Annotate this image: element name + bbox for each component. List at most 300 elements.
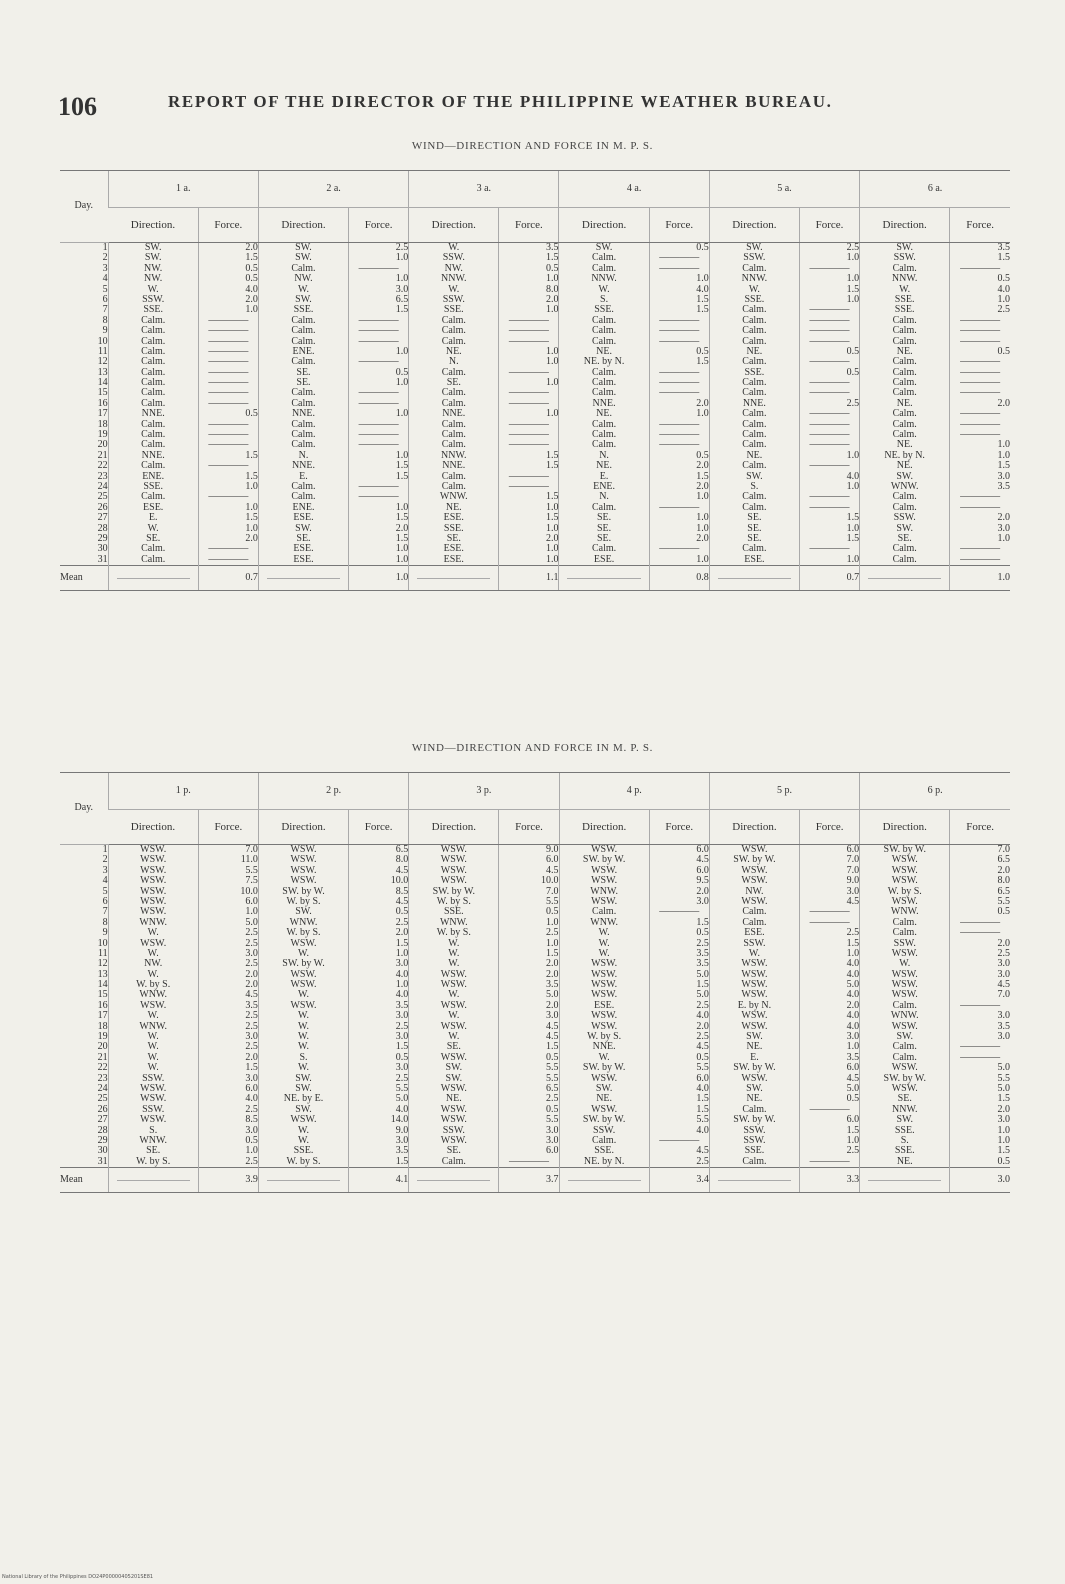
force-blank-dash: ———— (659, 429, 700, 441)
force-cell: 0.5 (546, 1103, 559, 1115)
force-cell: 1.5 (395, 1155, 409, 1167)
direction-cell: SSW. (893, 252, 916, 264)
force-column (649, 243, 709, 347)
force-column (800, 845, 860, 949)
direction-cell: Calm. (291, 439, 316, 451)
direction-cell: SW. by W. (733, 1114, 776, 1126)
direction-cell: Calm. (291, 480, 316, 492)
force-cell: 1.5 (545, 491, 559, 503)
direction-cell: WSW. (440, 1082, 467, 1094)
force-blank-dash: ———— (358, 491, 399, 503)
force-cell: 4.5 (245, 989, 258, 1001)
direction-header: Direction. (860, 810, 950, 845)
direction-cell: NE. (896, 345, 913, 357)
direction-cell: Calm. (591, 366, 617, 378)
force-cell: 1.0 (245, 480, 258, 492)
day-number: 23 (97, 470, 108, 482)
force-cell: 1.5 (546, 1041, 559, 1053)
direction-cell: Calm. (892, 325, 917, 337)
direction-column (108, 451, 198, 566)
direction-cell: Calm. (892, 916, 917, 928)
day-number: 9 (102, 927, 108, 939)
force-cell: 3.0 (395, 283, 409, 295)
direction-cell: W. (598, 947, 610, 959)
force-header: Force. (349, 208, 409, 243)
direction-cell: NNE. (141, 408, 165, 420)
force-blank-dash: ———— (508, 366, 549, 378)
direction-cell: SW. (896, 470, 913, 482)
force-blank-dash: ———— (809, 460, 850, 472)
force-cell: 4.0 (846, 1020, 860, 1032)
hour-header: 4 a. (559, 171, 709, 208)
direction-cell: W. (899, 283, 911, 295)
direction-cell: W. (598, 937, 610, 949)
direction-cell: Calm. (141, 553, 166, 565)
direction-cell: WSW. (891, 895, 918, 907)
direction-cell: WSW. (140, 1114, 167, 1126)
direction-cell: Calm. (291, 418, 316, 430)
force-cell: 2.0 (997, 864, 1010, 876)
direction-cell: NE. by N. (583, 356, 625, 368)
day-number: 21 (97, 1051, 108, 1063)
hour-header: 4 p. (559, 773, 709, 810)
direction-cell: SW. by W. (582, 1114, 626, 1126)
force-cell: 1.0 (545, 345, 559, 357)
direction-cell: WSW. (140, 844, 167, 855)
direction-cell: E. (599, 470, 609, 482)
force-cell: 2.5 (846, 397, 860, 409)
force-cell: 2.5 (696, 937, 709, 949)
direction-cell: SW. by W. (733, 1062, 776, 1074)
direction-cell: NE. (596, 408, 612, 420)
force-blank-dash: ———— (208, 460, 249, 472)
force-cell: 6.5 (395, 844, 409, 855)
force-cell: 2.0 (245, 1051, 258, 1063)
force-blank-dash: ———— (960, 418, 1001, 430)
direction-cell: Calm. (742, 262, 767, 274)
force-cell: 3.0 (997, 968, 1010, 980)
force-blank-dash: ———— (809, 418, 850, 430)
direction-cell: Calm. (291, 314, 316, 326)
force-cell: 4.5 (846, 1072, 860, 1084)
direction-column (860, 845, 950, 949)
force-cell: 6.0 (846, 1062, 860, 1074)
force-cell: 6.0 (245, 895, 258, 907)
force-blank-dash: ———— (358, 480, 399, 492)
force-blank-dash: ———— (208, 356, 249, 368)
direction-cell: W. (297, 1124, 310, 1136)
direction-cell: WSW. (440, 1051, 467, 1063)
direction-column (860, 1053, 950, 1168)
force-cell: 1.0 (846, 553, 860, 565)
direction-cell: SSE. (744, 293, 765, 305)
force-cell: 5.0 (997, 1082, 1010, 1094)
day-column (60, 243, 108, 347)
force-blank-dash: ———— (659, 262, 700, 274)
day-number: 22 (97, 460, 108, 472)
direction-cell: Calm. (892, 262, 917, 274)
direction-cell: W. (297, 989, 310, 1001)
direction-cell: NE. (746, 1093, 763, 1105)
force-cell: 0.5 (846, 1093, 860, 1105)
force-blank-dash: ———— (358, 439, 399, 451)
direction-cell: ESE. (293, 553, 314, 565)
direction-cell: SW. (746, 242, 763, 253)
direction-cell: Calm. (441, 335, 466, 347)
direction-cell: Calm. (291, 429, 316, 441)
direction-cell: NE. (896, 460, 913, 472)
direction-cell: Calm. (892, 1051, 917, 1063)
force-cell: 1.0 (846, 293, 860, 305)
direction-cell: Calm. (892, 543, 917, 555)
force-cell: 4.0 (846, 968, 860, 980)
direction-cell: Calm. (291, 356, 316, 368)
direction-cell: Calm. (141, 314, 166, 326)
force-column (198, 451, 258, 566)
force-blank-dash: ———— (659, 1134, 700, 1146)
force-cell: 1.5 (696, 1103, 709, 1115)
mean-force: 3.7 (499, 1168, 559, 1193)
direction-cell: ESE. (443, 553, 464, 565)
force-cell: 4.0 (997, 283, 1010, 295)
force-cell: 8.5 (245, 1114, 258, 1126)
force-blank-dash: ———— (960, 408, 1001, 420)
force-cell: 1.0 (395, 501, 409, 513)
direction-cell: NE. (445, 345, 462, 357)
force-cell: 0.5 (997, 1155, 1010, 1167)
direction-cell: SSW. (442, 293, 465, 305)
direction-header: Direction. (860, 208, 950, 243)
force-blank-dash: ———— (960, 1051, 1001, 1063)
force-cell: 3.5 (696, 958, 709, 970)
direction-cell: WSW. (591, 979, 618, 991)
day-number: 29 (97, 532, 108, 544)
direction-cell: WNW. (890, 906, 919, 918)
force-cell: 2.5 (997, 947, 1010, 959)
direction-cell: Calm. (441, 366, 466, 378)
direction-cell: NNE. (442, 460, 466, 472)
direction-cell: WSW. (140, 906, 167, 918)
direction-column (709, 451, 799, 566)
direction-cell: WSW. (891, 1082, 918, 1094)
direction-cell: WNW. (139, 916, 168, 928)
force-cell: 0.5 (245, 262, 258, 274)
force-cell: 1.5 (245, 470, 258, 482)
day-number: 7 (102, 304, 108, 316)
mean-force: 0.7 (799, 566, 859, 591)
force-blank-dash: ———— (208, 543, 249, 555)
force-cell: 7.0 (546, 885, 559, 897)
direction-cell: Calm. (441, 397, 466, 409)
force-cell: 2.5 (696, 999, 709, 1011)
direction-column (409, 347, 499, 451)
force-cell: 2.0 (395, 927, 409, 939)
direction-cell: Calm. (591, 335, 617, 347)
direction-column (860, 949, 950, 1053)
direction-cell: SSW. (142, 293, 165, 305)
force-cell: 3.0 (846, 1031, 860, 1043)
force-column (950, 1053, 1010, 1168)
direction-column (559, 845, 649, 949)
force-cell: 5.5 (546, 1114, 559, 1126)
day-number: 8 (102, 314, 108, 326)
force-cell: 1.5 (395, 532, 409, 544)
footer-credit: National Library of the Philippines DO24P00000405201SE81 (2, 1574, 154, 1580)
force-cell: 0.5 (545, 262, 559, 274)
force-cell: 6.0 (696, 1072, 709, 1084)
force-blank-dash: ———— (208, 418, 249, 430)
force-cell: 5.5 (546, 1062, 559, 1074)
force-cell: 1.0 (245, 304, 258, 316)
day-column (60, 1053, 108, 1168)
direction-cell: W. (297, 1031, 310, 1043)
mean-rule (117, 578, 190, 579)
force-blank-dash: ———— (659, 501, 700, 513)
day-number: 7 (102, 906, 108, 918)
hour-header: 6 a. (860, 171, 1010, 208)
force-cell: 2.0 (997, 1103, 1010, 1115)
force-cell: 1.0 (846, 947, 860, 959)
direction-cell: WSW. (440, 1103, 467, 1115)
direction-cell: W. (448, 947, 460, 959)
force-blank-dash: ———— (809, 1155, 850, 1167)
direction-cell: SE. (596, 512, 612, 524)
mean-direction-blank (108, 1168, 198, 1193)
direction-cell: SW. (295, 252, 312, 264)
force-cell: 1.5 (245, 512, 258, 524)
force-cell: 4.0 (846, 1010, 860, 1022)
direction-cell: ENE. (292, 501, 315, 513)
direction-cell: WSW. (140, 1093, 167, 1105)
force-blank-dash: ———— (358, 397, 399, 409)
day-number: 26 (97, 1103, 108, 1115)
direction-cell: E. (750, 1051, 759, 1063)
force-cell: 1.5 (846, 532, 860, 544)
force-blank-dash: ———— (960, 491, 1001, 503)
direction-cell: WSW. (591, 895, 618, 907)
force-cell: 1.0 (997, 439, 1010, 451)
direction-cell: Calm. (742, 543, 767, 555)
force-cell: 3.0 (997, 958, 1010, 970)
direction-cell: W. by S. (436, 927, 471, 939)
day-column (60, 949, 108, 1053)
direction-cell: Calm. (141, 345, 166, 357)
day-number: 19 (97, 1031, 108, 1043)
force-blank-dash: ———— (809, 408, 850, 420)
force-cell: 2.0 (245, 968, 258, 980)
direction-cell: NE. (445, 1093, 462, 1105)
force-column (349, 949, 409, 1053)
direction-cell: WSW. (591, 864, 618, 876)
direction-cell: SW. (896, 1114, 914, 1126)
day-number: 3 (102, 864, 108, 876)
direction-cell: SW. by W. (883, 844, 926, 855)
direction-cell: WSW. (891, 864, 918, 876)
direction-cell: SE. (897, 1093, 912, 1105)
force-cell: 10.0 (390, 875, 409, 887)
direction-cell: W. (748, 947, 760, 959)
force-column (950, 949, 1010, 1053)
force-cell: 3.0 (395, 958, 409, 970)
direction-cell: SE. (296, 377, 311, 389)
force-cell: 1.5 (245, 1062, 258, 1074)
force-column (800, 949, 860, 1053)
force-cell: 1.5 (846, 512, 860, 524)
direction-cell: NNW. (591, 273, 617, 285)
direction-cell: SW. (295, 1082, 312, 1094)
day-number: 5 (102, 885, 108, 897)
force-cell: 1.5 (546, 947, 559, 959)
direction-cell: SE. (296, 366, 311, 378)
force-cell: 1.0 (245, 1145, 258, 1157)
direction-cell: Calm. (441, 439, 466, 451)
force-blank-dash: ———— (508, 397, 549, 409)
force-cell: 0.5 (997, 906, 1010, 918)
direction-cell: SSE. (894, 1145, 915, 1157)
force-cell: 2.0 (546, 968, 559, 980)
force-cell: 5.5 (245, 864, 258, 876)
force-cell: 4.0 (395, 989, 409, 1001)
direction-column (860, 347, 950, 451)
force-cell: 1.5 (846, 937, 860, 949)
direction-cell: W. by S. (286, 895, 321, 907)
wind-table-pm (60, 772, 1010, 1193)
direction-column (108, 845, 198, 949)
force-blank-dash: ———— (508, 325, 549, 337)
direction-cell: SSW. (442, 1124, 465, 1136)
direction-cell: NE. (896, 1155, 913, 1167)
force-cell: 7.0 (245, 844, 258, 855)
force-cell: 0.5 (395, 366, 409, 378)
direction-cell: SSW. (743, 252, 766, 264)
force-cell: 2.0 (395, 522, 409, 534)
mean-direction-blank (709, 566, 799, 591)
day-number: 1 (102, 242, 108, 253)
force-cell: 3.0 (997, 1114, 1010, 1126)
force-cell: 5.0 (997, 1062, 1010, 1074)
force-cell: 1.5 (696, 293, 709, 305)
direction-cell: NE. (746, 449, 763, 461)
day-number: 16 (97, 999, 108, 1011)
direction-cell: WSW. (591, 958, 618, 970)
force-cell: 1.0 (846, 1041, 860, 1053)
force-cell: 1.5 (696, 356, 709, 368)
direction-cell: ENE. (292, 345, 315, 357)
force-blank-dash: ———— (809, 501, 850, 513)
mean-direction-blank (860, 566, 950, 591)
force-cell: 2.5 (245, 1041, 258, 1053)
direction-cell: W. (297, 1041, 310, 1053)
force-blank-dash: ———— (809, 262, 850, 274)
direction-cell: Calm. (441, 418, 466, 430)
force-blank-dash: ———— (358, 356, 399, 368)
force-cell: 1.5 (395, 512, 409, 524)
direction-cell: WSW. (741, 968, 768, 980)
force-cell: 1.0 (846, 273, 860, 285)
mean-label: Mean (60, 1168, 108, 1193)
direction-cell: SW. (896, 1031, 914, 1043)
force-blank-dash: ———— (659, 325, 700, 337)
force-column (499, 1053, 559, 1168)
force-column (499, 243, 559, 347)
direction-cell: WSW. (591, 968, 618, 980)
direction-header: Direction. (709, 810, 799, 845)
direction-cell: SSW. (743, 1124, 766, 1136)
day-number: 25 (97, 491, 108, 503)
direction-cell: SSE. (443, 522, 464, 534)
force-cell: 3.0 (696, 895, 709, 907)
force-cell: 6.5 (997, 885, 1010, 897)
direction-cell: SW. (295, 293, 312, 305)
direction-cell: Calm. (742, 408, 767, 420)
force-blank-dash: ———— (358, 429, 399, 441)
day-number: 5 (102, 283, 108, 295)
direction-cell: WSW. (440, 875, 467, 887)
force-column (198, 845, 258, 949)
force-blank-dash: ———— (659, 387, 700, 399)
direction-cell: Calm. (892, 999, 917, 1011)
direction-cell: N. (298, 449, 309, 461)
force-cell: 2.5 (546, 927, 559, 939)
direction-cell: SE. (146, 532, 161, 544)
direction-column (409, 243, 499, 347)
force-header: Force. (800, 810, 860, 845)
direction-cell: SE. (446, 1145, 461, 1157)
force-cell: 5.0 (546, 989, 559, 1001)
day-number: 9 (102, 325, 108, 337)
direction-cell: Calm. (592, 1134, 617, 1146)
force-blank-dash: ———— (508, 387, 549, 399)
direction-cell: WSW. (891, 979, 918, 991)
direction-cell: SSW. (142, 1072, 165, 1084)
force-cell: 1.0 (545, 356, 559, 368)
direction-cell: SE. (446, 377, 461, 389)
direction-cell: W. (147, 522, 159, 534)
direction-cell: NE. (896, 439, 913, 451)
force-cell: 1.0 (395, 553, 409, 565)
direction-cell: W. (147, 1010, 159, 1022)
direction-cell: W. by S. (286, 927, 321, 939)
force-blank-dash: ———— (358, 418, 399, 430)
force-cell: 2.0 (546, 958, 559, 970)
direction-cell: SSW. (442, 252, 465, 264)
force-cell: 2.5 (395, 1072, 409, 1084)
force-blank-dash: ———— (659, 377, 700, 389)
direction-cell: SSE. (894, 1124, 915, 1136)
day-number: 25 (97, 1093, 108, 1105)
force-cell: 1.0 (545, 377, 559, 389)
force-cell: 7.0 (846, 854, 860, 866)
direction-cell: Calm. (892, 387, 917, 399)
force-cell: 2.5 (245, 1155, 258, 1167)
force-blank-dash: ———— (960, 543, 1001, 555)
force-cell: 1.0 (997, 449, 1010, 461)
hour-header: 5 p. (709, 773, 859, 810)
direction-cell: WSW. (741, 989, 768, 1001)
direction-cell: Calm. (291, 325, 316, 337)
force-cell: 2.0 (696, 480, 709, 492)
mean-force: 3.3 (800, 1168, 860, 1193)
force-cell: 0.5 (245, 408, 258, 420)
mean-label: Mean (60, 566, 108, 591)
direction-cell: SSW. (893, 937, 916, 949)
direction-column (559, 1053, 649, 1168)
direction-cell: ESE. (593, 553, 615, 565)
hour-header: 5 a. (709, 171, 859, 208)
force-blank-dash: ———— (960, 1041, 1001, 1053)
direction-column (709, 845, 799, 949)
force-column (499, 845, 559, 949)
